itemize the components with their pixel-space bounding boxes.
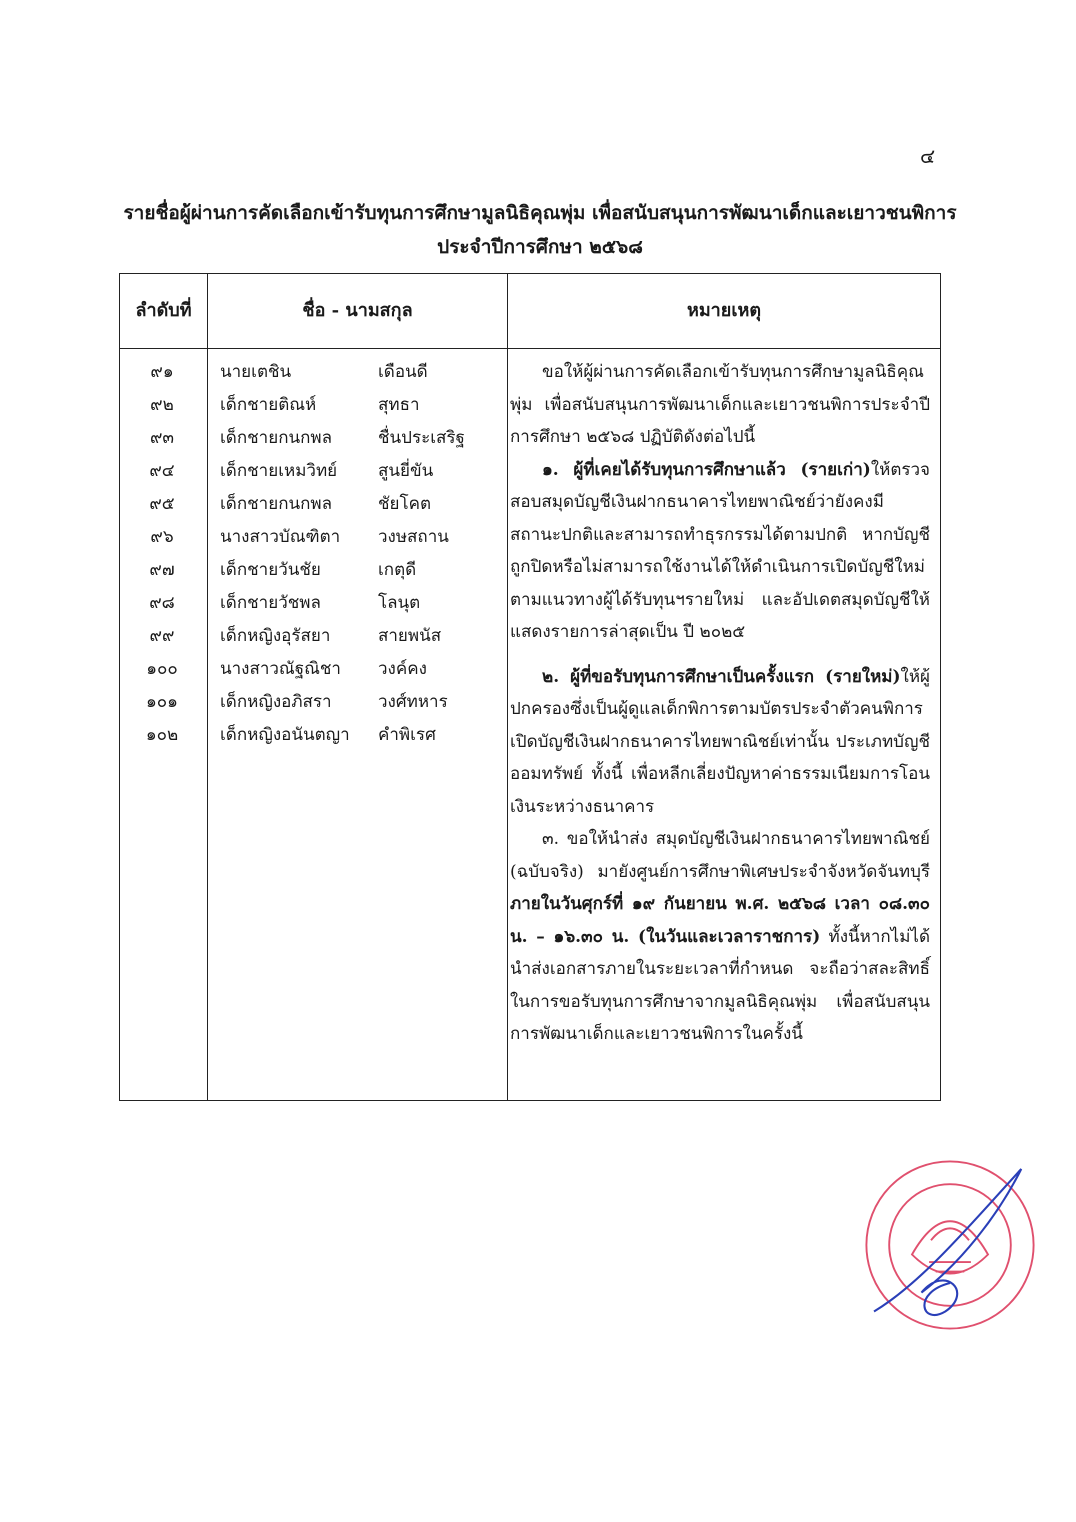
row-first-name: นางสาวณัฐณิชา — [220, 659, 341, 679]
document-title — [100, 196, 980, 264]
item-1-body: ให้ตรวจสอบสมุดบัญชีเงินฝากธนาคารไทยพาณิชย์ว่ายังคงมีสถานะปกติและสามารถทำธุรกรรมได้ตามปกติ หากบัญชีถูกปิดหรือไม่สามารถใช้งานได้ให้ดำเนินการเปิดบัญชีใหม่ตามแนวทางผู้ได้รับทุนฯรายใหม่ และอัปเดตสมุดบัญชีให้แสดงรายการล่าสุดเป็น ปี ๒๐๒๕ — [510, 459, 930, 642]
table-row — [120, 554, 508, 587]
row-last-name: เกตุดี — [378, 560, 417, 580]
school-seal-stamp — [855, 1150, 1045, 1340]
row-first-name: เด็กชายวันชัย — [220, 560, 321, 580]
row-number: ๙๖ — [150, 527, 174, 547]
header-name: ชื่อ - นามสกุล — [302, 300, 413, 321]
item-3-deadline: ภายในวันศุกร์ที่ ๑๙ กันยายน พ.ศ. ๒๕๖๘ เวลา ๐๘.๓๐ น. – ๑๖.๓๐ น. (ในวันและเวลาราชการ) — [510, 894, 930, 947]
row-first-name: เด็กชายวัชพล — [220, 593, 321, 613]
table-row — [120, 653, 508, 686]
table-row — [120, 422, 508, 455]
header-divider — [120, 348, 940, 349]
row-last-name: เดือนดี — [378, 362, 428, 382]
seal-emblem-detail — [929, 1228, 971, 1271]
row-first-name: นายเตชิน — [220, 362, 292, 382]
row-last-name: คำพิเรศ — [378, 725, 436, 745]
row-number: ๙๙ — [149, 626, 175, 646]
row-last-name: ชื่นประเสริฐ — [378, 428, 465, 448]
row-first-name: เด็กหญิงอนันตญา — [220, 725, 350, 745]
row-last-name: วงศ์ทหาร — [378, 692, 448, 712]
row-last-name: สูนยี่ขัน — [378, 461, 434, 481]
row-first-name: เด็กหญิงอุรัสยา — [220, 626, 331, 646]
remarks-item-1 — [510, 454, 930, 649]
row-number: ๙๓ — [149, 428, 175, 448]
row-first-name: เด็กหญิงอภิสรา — [220, 692, 332, 712]
table-row — [120, 587, 508, 620]
row-last-name: วงษสถาน — [378, 527, 449, 547]
row-number: ๙๒ — [150, 395, 174, 415]
table-row — [120, 389, 508, 422]
table-row — [120, 455, 508, 488]
table-row — [120, 719, 508, 752]
page-number: ๔ — [920, 144, 936, 168]
row-number: ๙๕ — [149, 494, 175, 514]
item-2-heading: ๒. ผู้ที่ขอรับทุนการศึกษาเป็นครั้งแรก (รายใหม่) — [542, 666, 901, 687]
row-first-name: นางสาวบัณฑิตา — [220, 527, 341, 547]
seal-outer-ring — [866, 1161, 1033, 1328]
item-2-body: ให้ผู้ปกครองซึ่งเป็นผู้ดูแลเด็กพิการตามบัตรประจำตัวคนพิการ เปิดบัญชีเงินฝากธนาคารไทยพาณิชย์เท่านั้น ประเภทบัญชีออมทรัพย์ ทั้งนี้ เพื่อหลีกเลี่ยงปัญหาค่าธรรมเนียมการโอนเงินระหว่างธนาคาร — [510, 666, 930, 817]
header-remarks: หมายเหตุ — [686, 300, 762, 321]
row-last-name: ชัยโคต — [378, 494, 432, 514]
row-number: ๑๐๒ — [145, 725, 179, 745]
title-line-1: รายชื่อผู้ผ่านการคัดเลือกเข้ารับทุนการศึกษามูลนิธิคุณพุ่ม เพื่อสนับสนุนการพัฒนาเด็กและเยาวชนพิการ — [123, 202, 957, 224]
remarks-intro: ขอให้ผู้ผ่านการคัดเลือกเข้ารับทุนการศึกษามูลนิธิคุณพุ่ม เพื่อสนับสนุนการพัฒนาเด็กและเยาวชนพิการประจำปีการศึกษา ๒๕๖๘ ปฏิบัติดังต่อไปนี้ — [510, 362, 930, 447]
table-row — [120, 620, 508, 653]
row-last-name: วงค์คง — [378, 659, 427, 679]
title-line-2: ประจำปีการศึกษา ๒๕๖๘ — [437, 236, 643, 258]
remarks-closing: ทั้งนี้หากไม่ได้นำส่งเอกสารภายในระยะเวลาที่กำหนด จะถือว่าสละสิทธิ์ในการขอรับทุนการศึกษาจากมูลนิธิคุณพุ่ม เพื่อสนับสนุนการพัฒนาเด็กและเยาวชนพิการในครั้งนี้ — [510, 926, 931, 1044]
recipients-table — [119, 273, 941, 1101]
row-number: ๑๐๐ — [146, 659, 178, 679]
table-row — [120, 686, 508, 719]
row-number: ๑๐๑ — [146, 692, 178, 712]
signature-scribble — [874, 1169, 1021, 1315]
row-last-name: สุทธา — [378, 395, 420, 415]
row-first-name: เด็กชายติณห์ — [220, 395, 317, 415]
item-3-text: ๓. ขอให้นำส่ง สมุดบัญชีเงินฝากธนาคารไทยพาณิชย์ (ฉบับจริง) มายังศูนย์การศึกษาพิเศษประจำจังหวัดจันทบุรี — [510, 829, 930, 882]
table-row — [120, 488, 508, 521]
row-last-name: สายพนัส — [378, 626, 442, 646]
item-1-heading: ๑. ผู้ที่เคยได้รับทุนการศึกษาแล้ว (รายเก่า) — [542, 459, 871, 480]
remarks-item-2 — [510, 661, 930, 824]
name-list — [120, 356, 508, 752]
row-last-name: โลนุต — [378, 593, 421, 613]
remarks-text — [510, 356, 930, 1051]
row-number: ๙๑ — [150, 362, 174, 382]
row-number: ๙๗ — [149, 560, 175, 580]
table-row — [120, 356, 508, 389]
row-number: ๙๔ — [149, 461, 175, 481]
row-number: ๙๘ — [149, 593, 175, 613]
row-first-name: เด็กชายกนกพล — [220, 428, 333, 448]
header-no: ลำดับที่ — [135, 300, 192, 321]
row-first-name: เด็กชายกนกพล — [220, 494, 333, 514]
row-first-name: เด็กชายเหมวิทย์ — [220, 461, 338, 481]
remarks-item-3 — [510, 823, 930, 1051]
table-row — [120, 521, 508, 554]
